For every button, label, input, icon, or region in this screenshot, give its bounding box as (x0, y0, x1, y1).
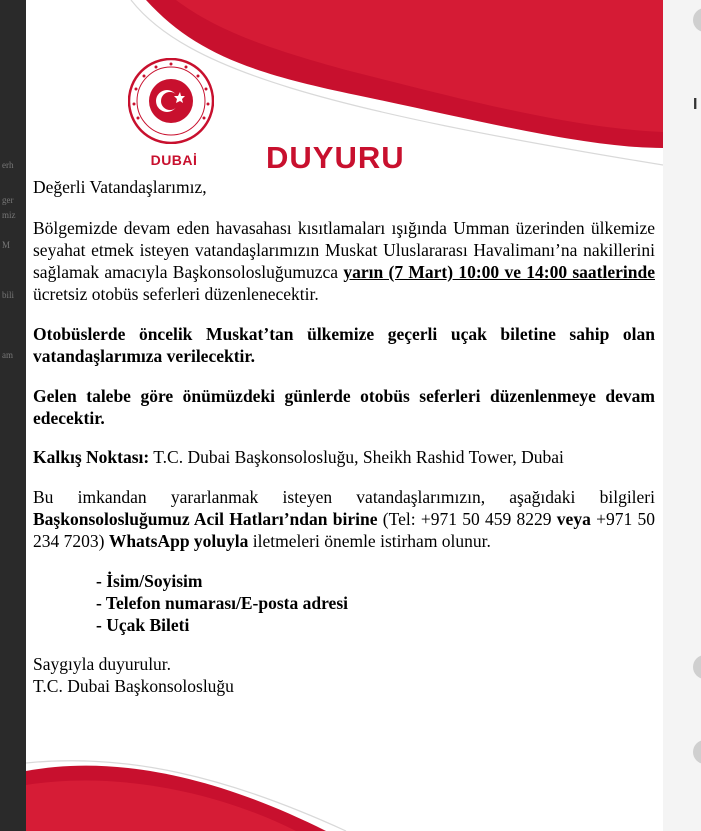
contact-phone-1: (Tel: +971 50 459 8229 (377, 509, 557, 529)
departure-point (33, 446, 655, 468)
contact-or: veya (556, 509, 591, 529)
contact-whatsapp: WhatsApp yoluyla (108, 531, 249, 551)
letter-body (33, 176, 655, 697)
closing-line: Saygıyla duyurulur. (33, 654, 172, 674)
requirements-list (33, 570, 655, 636)
list-item: - Uçak Bileti (96, 615, 190, 635)
announcement-title: DUYURU (266, 140, 405, 175)
contact-text: Bu imkandan yararlanmak isteyen vatandaşlarımızın, aşağıdaki bilgileri (33, 487, 655, 507)
contact-text-end: iletmeleri önemle istirham olunur. (248, 531, 491, 551)
closing (33, 653, 655, 697)
paragraph-text: ücretsiz otobüs seferleri düzenlenecektir. (33, 284, 319, 304)
background-page-left: erh ger miz M bili am (0, 0, 26, 831)
consulate-city-label: DUBAİ (150, 152, 198, 168)
contact-hotline: Başkonsolosluğumuz Acil Hatları’ndan birine (33, 509, 378, 529)
background-page-right: I (663, 0, 701, 831)
paragraph-bus-schedule (33, 217, 655, 305)
consulate-emblem-icon (128, 58, 214, 144)
greeting: Değerli Vatandaşlarımız, (33, 177, 207, 197)
signature: T.C. Dubai Başkonsolosluğu (33, 676, 234, 696)
schedule-highlight: yarın (7 Mart) 10:00 ve 14:00 saatlerinde (343, 262, 655, 282)
list-item: - İsim/Soyisim (96, 571, 203, 591)
paragraph-text: Bölgemizde devam eden havasahası kısıtlamaları ışığında Umman üzerinden ülkemize seyahat etmek isteyen vatandaşlarımızın Muskat Uluslararası Havalimanı’na nakillerini sağlamak amacıyla Başkonsolosluğumuzca (33, 218, 655, 282)
paragraph-continuation: Gelen talebe göre önümüzdeki günlerde otobüs seferleri düzenlenmeye devam edecektir. (33, 386, 655, 428)
footer-red-swoosh (26, 751, 663, 831)
paragraph-contact (33, 486, 655, 552)
list-item: - Telefon numarası/E-posta adresi (96, 593, 348, 613)
departure-label: Kalkış Noktası: (33, 447, 150, 467)
paragraph-priority: Otobüslerde öncelik Muskat’tan ülkemize geçerli uçak biletine sahip olan vatandaşlarımıza verilecektir. (33, 324, 655, 366)
departure-value: T.C. Dubai Başkonsolosluğu, Sheikh Rashid Tower, Dubai (149, 447, 564, 467)
contact-phone-2: +971 50 234 7203) (33, 509, 655, 551)
announcement-document (26, 0, 663, 831)
